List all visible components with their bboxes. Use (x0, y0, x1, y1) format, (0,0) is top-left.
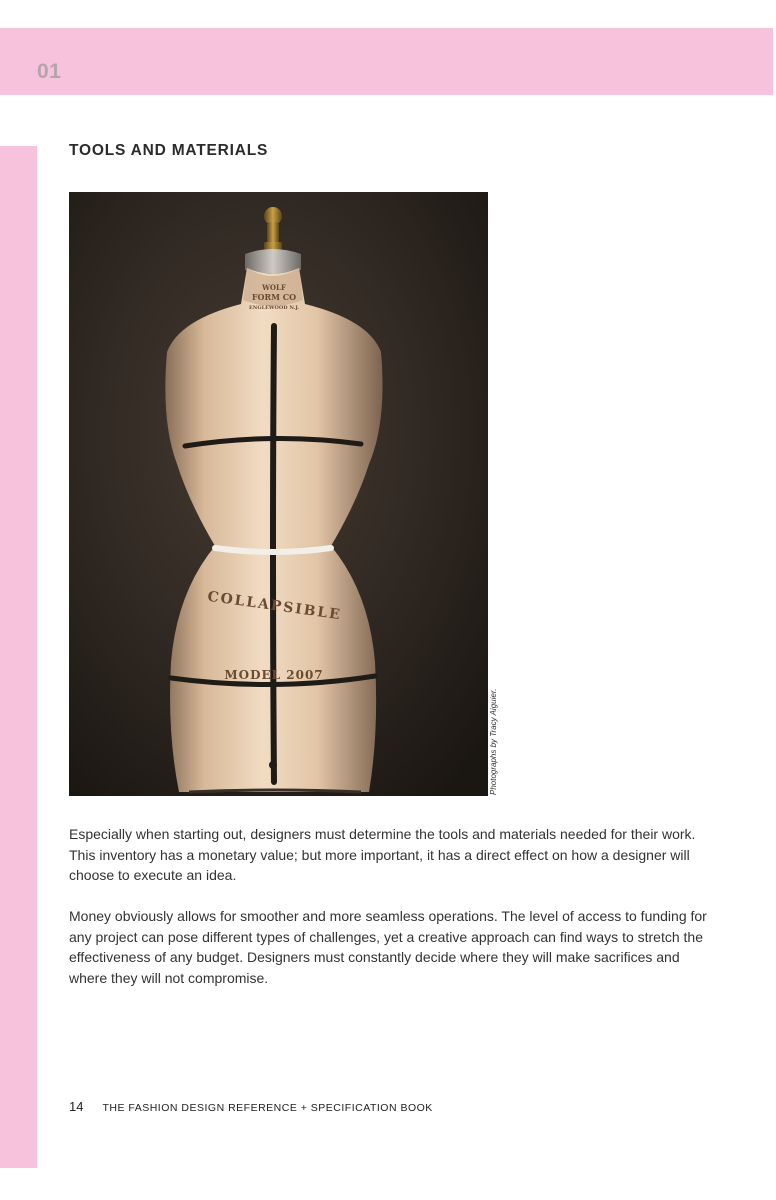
side-accent-band (0, 146, 37, 1168)
section-title: TOOLS AND MATERIALS (69, 142, 269, 159)
form-model-label: MODEL 2007 (224, 668, 324, 682)
page-footer (69, 1099, 433, 1114)
chapter-header-band (0, 28, 773, 95)
form-brand-line2: FORM CO (251, 292, 297, 302)
photo-credit: Photographs by Tracy Aiguier. (489, 688, 498, 795)
dress-form-photo (69, 192, 488, 796)
form-brand-line3: ENGLEWOOD N.J. (248, 305, 300, 311)
form-brand-line1: WOLF (262, 283, 286, 292)
body-paragraph-2: Money obviously allows for smoother and more seamless operations. The level of access to funding for any project can pose different types of challenges, yet a creative approach can find ways to stretch the effectiveness of any budget. Designers must constantly decide where they will make sacrifices and where they will not compromise. (69, 908, 707, 986)
neck-cap (245, 249, 301, 274)
chapter-number: 01 (37, 60, 62, 83)
running-book-title: THE FASHION DESIGN REFERENCE + SPECIFICATION BOOK (102, 1102, 433, 1114)
page-number: 14 (69, 1099, 84, 1114)
form-collapsible-label: COLLAPSIBLE (206, 588, 343, 624)
dress-form-illustration (69, 192, 488, 796)
body-paragraph-1: Especially when starting out, designers must determine the tools and materials needed for their work. This inventory has a monetary value; but more important, it has a direct effect on how a designer will choose to execute an idea. (69, 826, 696, 883)
